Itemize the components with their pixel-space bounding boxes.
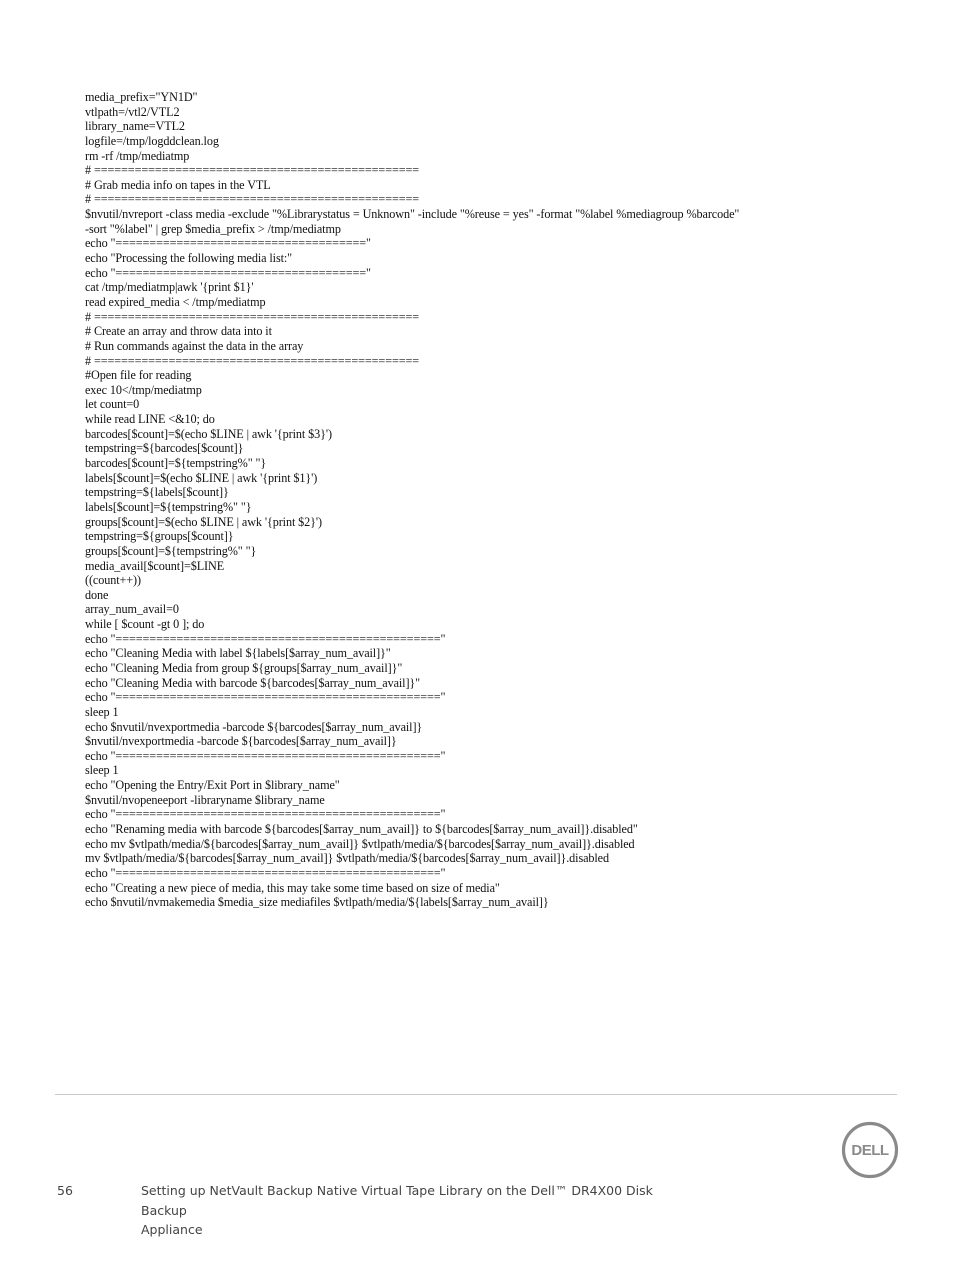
- page-number: 56: [57, 1183, 73, 1198]
- svg-text:DELL: DELL: [851, 1142, 889, 1159]
- code-line: logfile=/tmp/logddclean.log: [85, 133, 219, 148]
- code-line: echo "Opening the Entry/Exit Port in $library_name": [85, 778, 340, 793]
- code-line: media_avail[$count]=$LINE: [85, 558, 225, 573]
- code-listing: [85, 90, 925, 910]
- code-line: #Open file for reading: [85, 368, 192, 383]
- code-line: # Create an array and throw data into it: [85, 324, 272, 339]
- code-line: ((count++)): [85, 573, 141, 588]
- code-line: library_name=VTL2: [85, 119, 185, 134]
- code-line: echo "================================================": [85, 807, 446, 822]
- code-line: echo "=====================================": [85, 236, 371, 251]
- code-line: while [ $count -gt 0 ]; do: [85, 617, 205, 632]
- code-line: tempstring=${barcodes[$count]}: [85, 441, 244, 456]
- code-line: tempstring=${labels[$count]}: [85, 485, 229, 500]
- code-line: $nvutil/nvexportmedia -barcode ${barcodes[$array_num_avail]}: [85, 734, 397, 749]
- code-line: echo "================================================": [85, 631, 446, 646]
- code-line: -sort "%label" | grep $media_prefix > /tmp/mediatmp: [85, 221, 341, 236]
- code-line: echo "Cleaning Media with barcode ${barcodes[$array_num_avail]}": [85, 675, 421, 690]
- code-line: echo "================================================": [85, 748, 446, 763]
- code-line: # ================================================: [85, 163, 420, 178]
- code-line: echo mv $vtlpath/media/${barcodes[$array_num_avail]} $vtlpath/media/${barcodes[$array_num_avail]}.disabled: [85, 836, 635, 851]
- code-line: groups[$count]=$(echo $LINE | awk '{print $2}'): [85, 514, 322, 529]
- code-line: $nvutil/nvreport -class media -exclude "%Librarystatus = Unknown" -include "%reuse = yes" -format "%label %mediagroup %barcode": [85, 207, 740, 222]
- code-line: barcodes[$count]=$(echo $LINE | awk '{print $3}'): [85, 426, 332, 441]
- dell-logo: [841, 1121, 899, 1179]
- footer-divider: [55, 1094, 897, 1095]
- code-line: media_prefix="YN1D": [85, 90, 198, 104]
- code-line: echo "================================================": [85, 865, 446, 880]
- dell-logo-icon: [841, 1121, 899, 1179]
- code-line: labels[$count]=${tempstring%" "}: [85, 499, 252, 514]
- code-line: vtlpath=/vtl2/VTL2: [85, 104, 180, 119]
- code-line: # ================================================: [85, 309, 420, 324]
- code-line: cat /tmp/mediatmp|awk '{print $1}': [85, 280, 254, 295]
- code-line: barcodes[$count]=${tempstring%" "}: [85, 456, 267, 471]
- code-line: done: [85, 587, 109, 602]
- code-line: sleep 1: [85, 763, 119, 778]
- code-line: rm -rf /tmp/mediatmp: [85, 148, 190, 163]
- code-line: array_num_avail=0: [85, 602, 179, 617]
- code-line: read expired_media < /tmp/mediatmp: [85, 294, 266, 309]
- code-line: labels[$count]=$(echo $LINE | awk '{print $1}'): [85, 470, 318, 485]
- code-line: echo "Renaming media with barcode ${barcodes[$array_num_avail]} to ${barcodes[$array_num_avail]}.disabled": [85, 822, 638, 837]
- code-line: # Grab media info on tapes in the VTL: [85, 177, 271, 192]
- code-line: let count=0: [85, 397, 140, 412]
- code-line: mv $vtlpath/media/${barcodes[$array_num_avail]} $vtlpath/media/${barcodes[$array_num_avail]}.disabled: [85, 851, 609, 866]
- code-line: while read LINE <&10; do: [85, 412, 215, 427]
- code-line: # ================================================: [85, 353, 420, 368]
- code-line: # Run commands against the data in the array: [85, 338, 304, 353]
- code-line: echo $nvutil/nvexportmedia -barcode ${barcodes[$array_num_avail]}: [85, 719, 423, 734]
- code-line: exec 10</tmp/mediatmp: [85, 382, 202, 397]
- code-line: echo "Cleaning Media with label ${labels[$array_num_avail]}": [85, 646, 391, 661]
- code-line: echo "Cleaning Media from group ${groups[$array_num_avail]}": [85, 660, 403, 675]
- code-line: echo "================================================": [85, 690, 446, 705]
- footer-document-title: Setting up NetVault Backup Native Virtual Tape Library on the Dell™ DR4X00 Disk Backup Appliance: [141, 1183, 653, 1237]
- code-line: # ================================================: [85, 192, 420, 207]
- code-line: $nvutil/nvopeneeport -libraryname $library_name: [85, 792, 325, 807]
- code-line: echo $nvutil/nvmakemedia $media_size mediafiles $vtlpath/media/${labels[$array_num_avail]}: [85, 895, 549, 910]
- code-line: sleep 1: [85, 704, 119, 719]
- code-line: echo "Processing the following media list:": [85, 251, 293, 266]
- code-line: echo "Creating a new piece of media, this may take some time based on size of media": [85, 880, 500, 895]
- code-line: tempstring=${groups[$count]}: [85, 529, 234, 544]
- code-line: groups[$count]=${tempstring%" "}: [85, 543, 257, 558]
- code-line: echo "=====================================": [85, 265, 371, 280]
